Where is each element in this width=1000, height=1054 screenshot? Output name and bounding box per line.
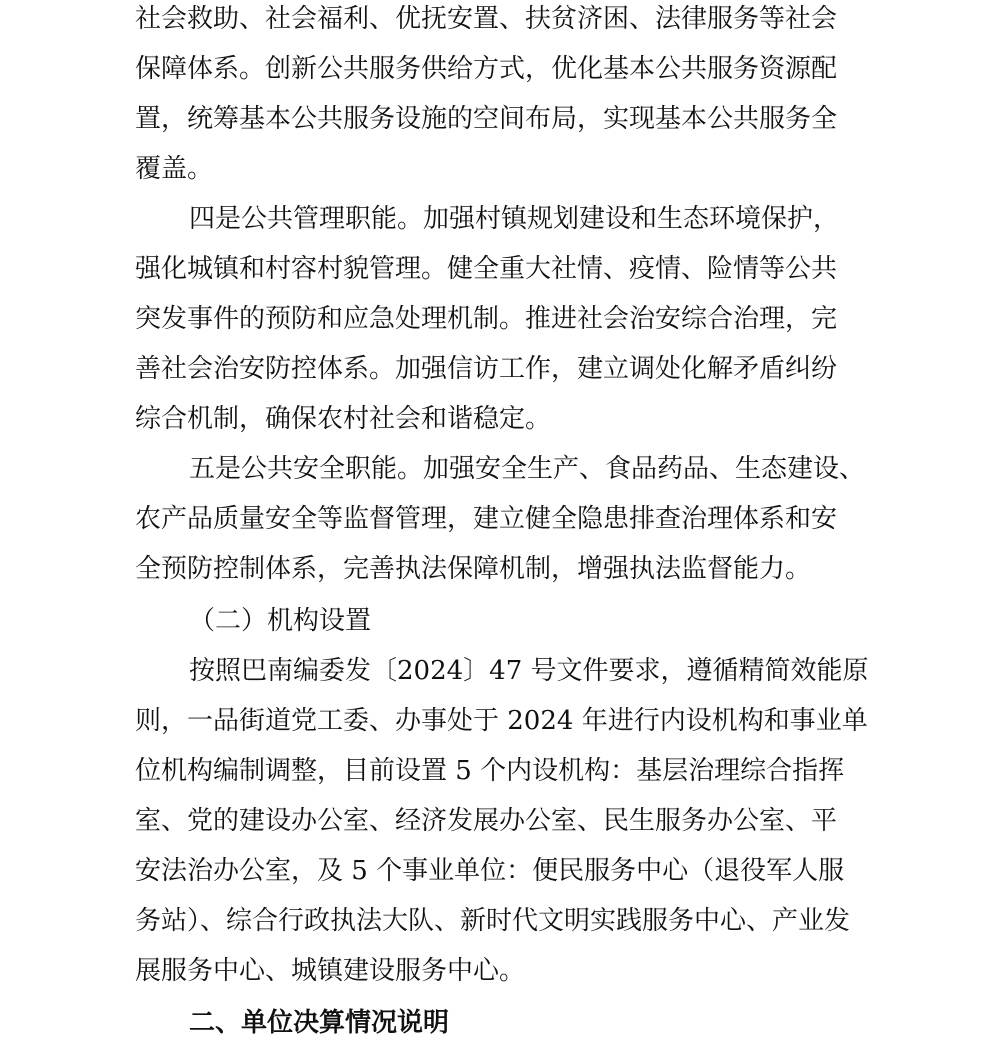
paragraph-4-line-7: 展服务中心、城镇建设服务中心。	[135, 956, 526, 986]
paragraph-4-line-5: 安法治办公室，及 5 个事业单位：便民服务中心（退役军人服	[135, 856, 845, 886]
paragraph-4-line-1: 按照巴南编委发〔2024〕47 号文件要求，遵循精简效能原	[189, 656, 869, 686]
paragraph-1-line-3: 置，统筹基本公共服务设施的空间布局，实现基本公共服务全	[135, 104, 838, 134]
paragraph-4-line-2: 则，一品街道党工委、办事处于 2024 年进行内设机构和事业单	[135, 706, 868, 736]
paragraph-1-line-4: 覆盖。	[135, 154, 214, 184]
paragraph-3-line-1: 五是公共安全职能。加强安全生产、食品药品、生态建设、	[189, 454, 866, 484]
section-heading-final-accounts: 二、单位决算情况说明	[189, 1008, 450, 1038]
paragraph-3-line-2: 农产品质量安全等监督管理，建立健全隐患排查治理体系和安	[135, 504, 838, 534]
subheading-institution-setup: （二）机构设置	[189, 606, 372, 636]
paragraph-2-line-5: 综合机制，确保农村社会和谐稳定。	[135, 404, 552, 434]
paragraph-1-line-2: 保障体系。创新公共服务供给方式，优化基本公共服务资源配	[135, 54, 838, 84]
paragraph-2-line-2: 强化城镇和村容村貌管理。健全重大社情、疫情、险情等公共	[135, 254, 838, 284]
paragraph-2-line-4: 善社会治安防控体系。加强信访工作，建立调处化解矛盾纠纷	[135, 354, 838, 384]
paragraph-2-line-3: 突发事件的预防和应急处理机制。推进社会治安综合治理，完	[135, 304, 838, 334]
paragraph-4-line-6: 务站）、综合行政执法大队、新时代文明实践服务中心、产业发	[135, 906, 851, 936]
paragraph-2-line-1: 四是公共管理职能。加强村镇规划建设和生态环境保护，	[189, 204, 840, 234]
paragraph-4-line-3: 位机构编制调整，目前设置 5 个内设机构：基层治理综合指挥	[135, 756, 845, 786]
paragraph-4-line-4: 室、党的建设办公室、经济发展办公室、民生服务办公室、平	[135, 806, 838, 836]
paragraph-3-line-3: 全预防控制体系，完善执法保障机制，增强执法监督能力。	[135, 554, 812, 584]
paragraph-1-line-1: 社会救助、社会福利、优抚安置、扶贫济困、法律服务等社会	[135, 4, 838, 34]
